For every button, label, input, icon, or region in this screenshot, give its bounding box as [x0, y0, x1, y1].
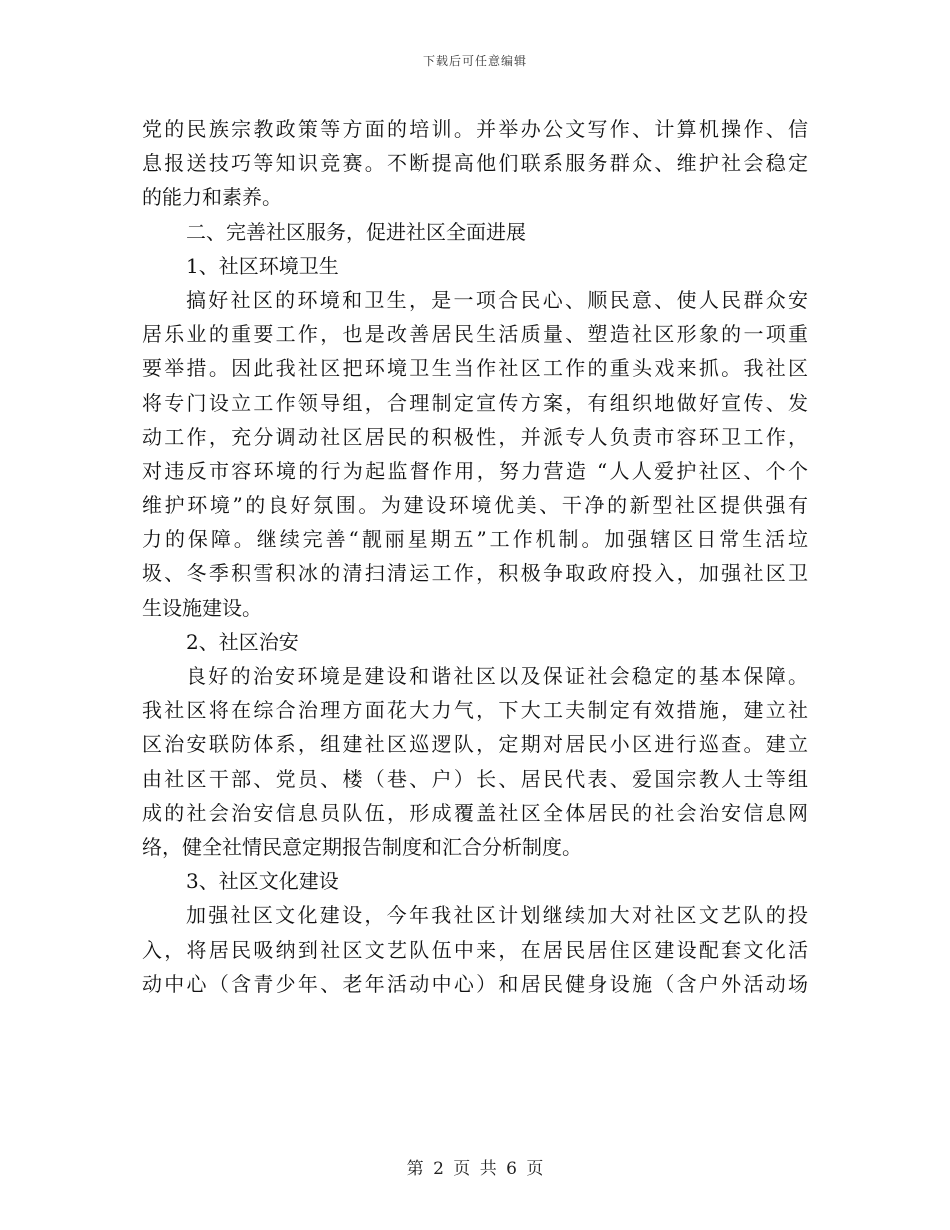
text-line: 3、社区文化建设: [186, 869, 339, 894]
text-line: 入，将居民吸纳到社区文艺队伍中来，在居民居住区建设配套文化活: [142, 937, 808, 962]
text-line: 二、完善社区服务，促进社区全面进展: [186, 219, 526, 244]
page-header: 下载后可任意编辑: [422, 54, 527, 68]
text-line: 1、社区环境卫生: [186, 253, 339, 278]
text-line: 力的保障。继续完善“靓丽星期五”工作机制。加强辖区日常生活垃: [142, 527, 808, 552]
text-line: 良好的治安环境是建设和谐社区以及保证社会稳定的基本保障。: [186, 664, 808, 688]
text-line: 搞好社区的环境和卫生，是一项合民心、顺民意、使人民群众安: [186, 287, 808, 312]
text-line: 要举措。因此我社区把环境卫生当作社区工作的重头戏来抓。我社区: [142, 356, 808, 381]
text-line: 的能力和素养。: [142, 185, 282, 210]
text-line: 将专门设立工作领导组，合理制定宣传方案，有组织地做好宣传、发: [142, 390, 808, 415]
text-line: 息报送技巧等知识竞赛。不断提高他们联系服务群众、维护社会稳定: [142, 151, 808, 176]
text-line: 区治安联防体系，组建社区巡逻队，定期对居民小区进行巡查。建立: [142, 732, 808, 757]
text-line: 动工作，充分调动社区居民的积极性，并派专人负责市容环卫工作，: [142, 424, 808, 449]
text-line: 动中心（含青少年、老年活动中心）和居民健身设施（含户外活动场: [142, 971, 808, 996]
text-line: 我社区将在综合治理方面花大力气，下大工夫制定有效措施，建立社: [142, 698, 808, 723]
text-line: 加强社区文化建设，今年我社区计划继续加大对社区文艺队的投: [186, 903, 808, 928]
text-line: 党的民族宗教政策等方面的培训。并举办公文写作、计算机操作、信: [142, 117, 808, 141]
text-line: 生设施建设。: [142, 595, 262, 620]
text-line: 居乐业的重要工作，也是改善居民生活质量、塑造社区形象的一项重: [142, 322, 808, 347]
text-line: 维护环境”的良好氛围。为建设环境优美、干净的新型社区提供强有: [142, 493, 808, 518]
text-line: 络，健全社情民意定期报告制度和汇合分析制度。: [142, 834, 582, 859]
text-line: 2、社区治安: [186, 629, 299, 654]
text-line: 由社区干部、党员、楼（巷、户）长、居民代表、爱国宗教人士等组: [142, 766, 808, 791]
text-line: 圾、冬季积雪积冰的清扫清运工作，积极争取政府投入，加强社区卫: [142, 561, 808, 586]
document-body: [142, 112, 808, 1001]
page-number-footer: 第 2 页 共 6 页: [406, 1159, 544, 1179]
text-line: 对违反市容环境的行为起监督作用，努力营造 “人人爱护社区、个个: [142, 458, 808, 483]
text-line: 成的社会治安信息员队伍，形成覆盖社区全体居民的社会治安信息网: [142, 800, 808, 825]
